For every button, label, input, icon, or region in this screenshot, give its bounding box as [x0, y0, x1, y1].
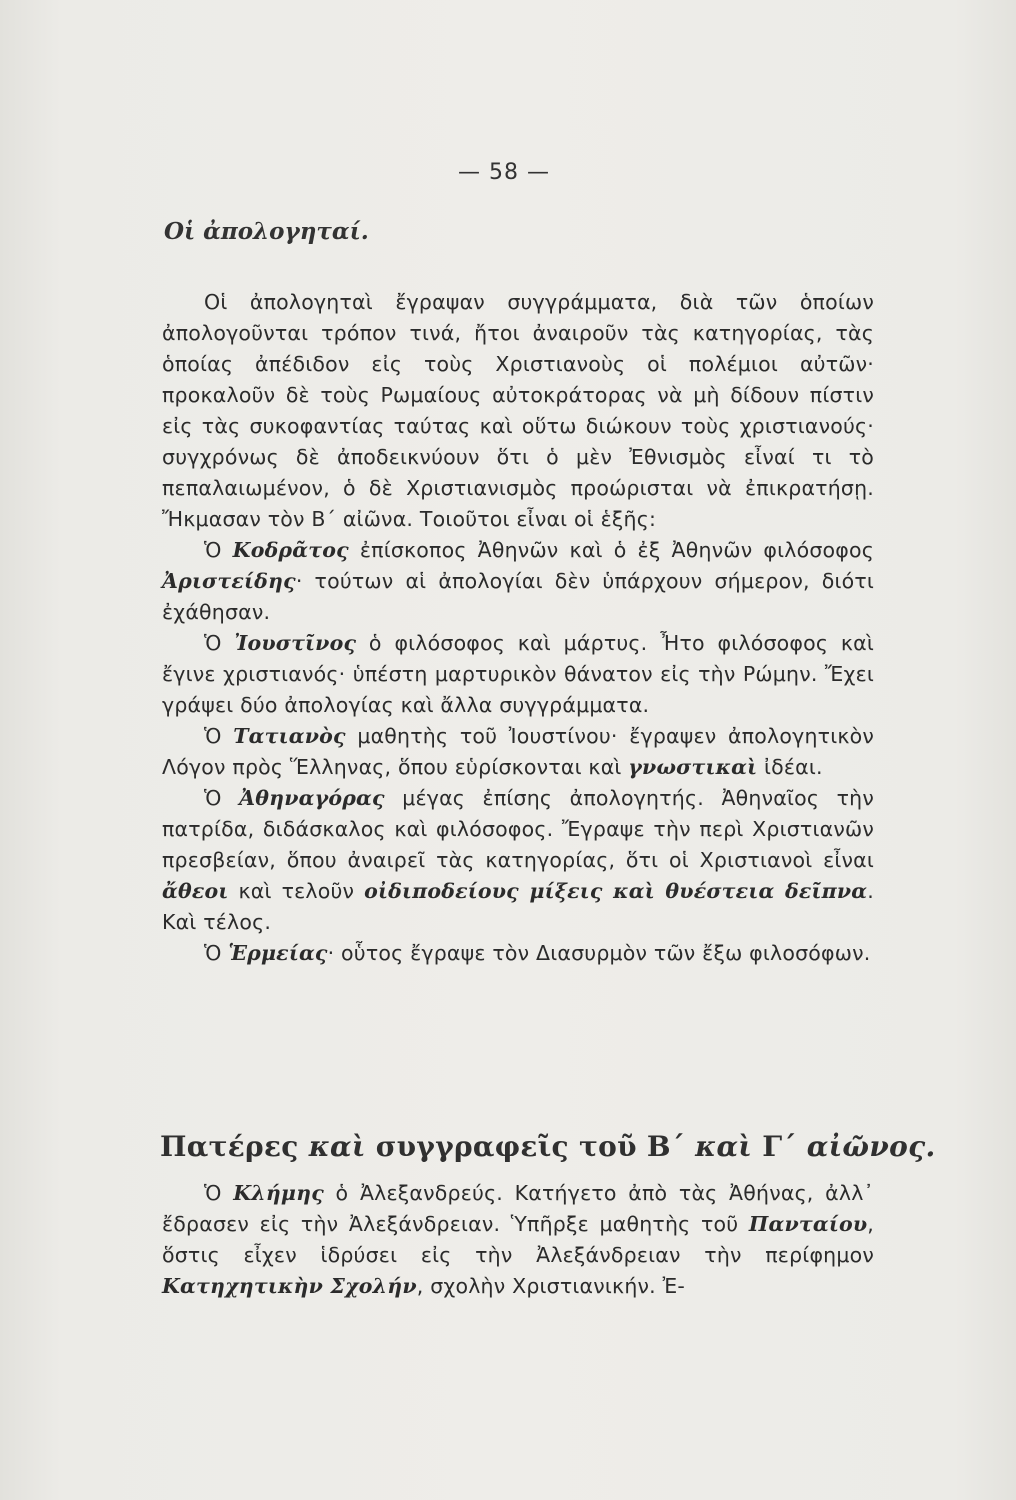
- text-run: . Καὶ τέλος.: [162, 879, 874, 934]
- text-run: Ὁ: [204, 724, 234, 748]
- text-run: ἐπίσκοπος Ἀθηνῶν καὶ ὁ ἐξ Ἀθηνῶν φιλόσοφος: [348, 538, 874, 562]
- text-run: Ὁ: [204, 631, 235, 655]
- name-tatianos: Τατιανὸς: [233, 724, 346, 748]
- section-heading-apologists: Οἱ ἀπολογηταί.: [164, 218, 369, 245]
- heading-run: συγγραφεῖς: [365, 1130, 579, 1163]
- paragraph-tatianos: [162, 721, 874, 783]
- heading-run: καὶ: [308, 1130, 366, 1163]
- paragraph-ioustinos: [162, 628, 874, 721]
- text-run: μαθητὴς τοῦ Ἰουστίνου· ἔγραψεν ἀπολογητικὸν Λόγον πρὸς Ἕλληνας, ὅπου εὑρίσκονται καὶ: [162, 724, 874, 779]
- text-run: · τούτων αἱ ἀπολογίαι δὲν ὑπάρχουν σήμερον, διότι ἐχάθησαν.: [162, 569, 874, 624]
- text-run: ὁ φιλόσοφος καὶ μάρτυς. Ἦτο φιλόσοφος καὶ ἔγινε χριστιανός· ὑπέστη μαρτυρικὸν θάνατον εἰς τὴν Ρώμην. Ἔχει γράψει δύο ἀπολογίας καὶ ἄλλα συγγράμματα.: [162, 631, 874, 717]
- term-atheoi: ἄθεοι: [162, 879, 229, 903]
- paragraph-hermeias: [162, 938, 874, 969]
- text-run: Ὁ: [204, 1181, 234, 1205]
- paragraph-klemes: [162, 1178, 874, 1302]
- heading-run: τοῦ: [578, 1130, 637, 1163]
- term-accusations: οἰδιποδείους μίξεις καὶ θυέστεια δεῖπνα: [364, 879, 868, 903]
- text-run: μέγας ἐπίσης ἀπολογητής. Ἀθηναῖος τὴν πατρίδα, διδάσκαλος καὶ φιλόσοφος. Ἔγραψε τὴν περὶ Χριστιανῶν πρεσβείαν, ὅπου ἀναιρεῖ τὰς κατηγορίας, ὅτι οἱ Χριστιανοὶ εἶναι: [162, 786, 874, 872]
- name-ioustinos: Ἰουστῖνος: [234, 631, 357, 655]
- text-run: , σχολὴν Χριστιανικήν. Ἐ-: [416, 1274, 685, 1298]
- page-number: — 58 —: [458, 160, 550, 185]
- text-run: Ὁ: [204, 786, 240, 810]
- name-hermeias: Ἑρμείας: [228, 941, 328, 965]
- heading-run: αἰῶνος.: [806, 1130, 936, 1163]
- name-catechetical-school: Κατηχητικὴν Σχολήν: [162, 1274, 417, 1298]
- text-block-fathers: [162, 1178, 874, 1302]
- text-run: καὶ τελοῦν: [228, 879, 365, 903]
- name-athenagoras: Ἀθηναγόρας: [239, 786, 385, 810]
- heading-run: Πατέρες: [160, 1130, 309, 1163]
- text-run: , ὅστις εἶχεν ἱδρύσει εἰς τὴν Ἀλεξάνδρειαν τὴν περίφημον: [162, 1212, 874, 1267]
- name-klemes: Κλήμης: [233, 1181, 324, 1205]
- heading-run: Β΄: [636, 1130, 696, 1163]
- section-heading-fathers: [160, 1130, 936, 1163]
- term-gnostikai: γνωστικαὶ: [628, 755, 758, 779]
- text-run: ὁ Ἀλεξανδρεύς. Κατήγετο ἀπὸ τὰς Ἀθήνας, ἀλλ᾽ ἔδρασεν εἰς τὴν Ἀλεξάνδρειαν. Ὑπῆρξε μαθητὴς τοῦ: [162, 1181, 874, 1236]
- paragraph-kodratos: [162, 535, 874, 628]
- text-run: ἰδέαι.: [757, 755, 823, 779]
- text-run: Ὁ: [204, 538, 233, 562]
- text-block-apologists: [162, 287, 874, 969]
- text-run: · οὗτος ἔγραψε τὸν Διασυρμὸν τῶν ἔξω φιλοσόφων.: [327, 941, 871, 965]
- paragraph-athenagoras: [162, 783, 874, 938]
- name-pantaios: Πανταίου: [748, 1212, 868, 1236]
- name-aristeides: Ἀριστείδης: [162, 569, 296, 593]
- intro-paragraph: Οἱ ἀπολογηταὶ ἔγραψαν συγγράμματα, διὰ τῶν ὁποίων ἀπολογοῦνται τρόπον τινά, ἤτοι ἀναιροῦν τὰς κατηγορίας, τὰς ὁποίας ἀπέδιδον εἰς τοὺς Χριστιανοὺς οἱ πολέμιοι αὐτῶν· προκαλοῦν δὲ τοὺς Ρωμαίους αὐτοκράτορας νὰ μὴ δίδουν πίστιν εἰς τὰς συκοφαντίας ταύτας καὶ οὕτω διώκουν τοὺς χριστιανούς· συγχρόνως δὲ ἀποδεικνύουν ὅτι ὁ μὲν Ἐθνισμὸς εἶναί τι τὸ πεπαλαιωμένον, ὁ δὲ Χριστιανισμὸς προώρισται νὰ ἐπικρατήσῃ. Ἤκμασαν τὸν Β΄ αἰῶνα. Τοιοῦτοι εἶναι οἱ ἑξῆς:: [162, 290, 874, 531]
- text-run: Ὁ: [204, 941, 229, 965]
- name-kodratos: Κοδρᾶτος: [232, 538, 349, 562]
- heading-run: καὶ: [695, 1130, 753, 1163]
- heading-run: Γ΄: [752, 1130, 807, 1163]
